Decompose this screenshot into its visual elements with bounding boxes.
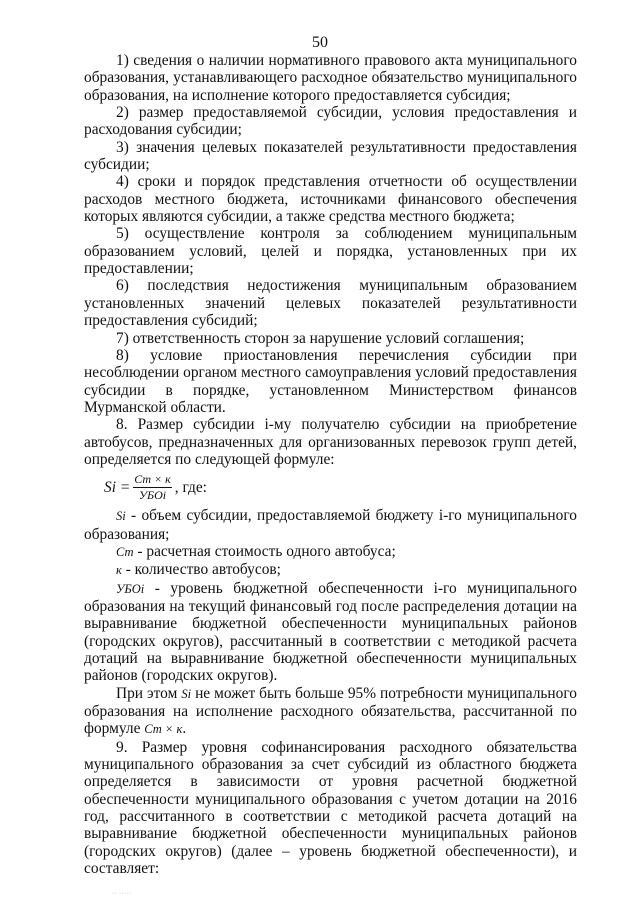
note-symbol: Si (181, 686, 192, 701)
page-number: 50 (312, 34, 328, 51)
list-item-3: 3) значения целевых показателей результативности предоставления субсидии; (84, 138, 577, 174)
list-item-5: 5) осуществление контроля за соблюдением муниципальным образованием условий, целей и порядка, установленных при их предоставлении; (84, 225, 577, 278)
definition-k (84, 561, 577, 579)
formula-numerator: Ст × к (134, 471, 171, 486)
definition-st (84, 543, 577, 561)
note-paragraph (84, 685, 577, 739)
paragraph-8: 8. Размер субсидии i-му получателю субсидии на приобретение автобусов, предназначенных для организованных перевозок групп детей, определяется по следующей формуле: (84, 416, 577, 468)
formula-suffix: , где: (174, 478, 207, 496)
definition-symbol: к (116, 563, 122, 578)
list-item-1: 1) сведения о наличии нормативного правового акта муниципального образования, устанавливающего расходное обязательство муниципального образования, на исполнение которого предоставляется субсидия; (84, 52, 577, 104)
list-item-4: 4) сроки и порядок представления отчетности об осуществлении расходов местного бюджета, источниками финансового обеспечения которых являются субсидии, а также средства местного бюджета; (84, 173, 577, 226)
definition-text: - объем субсидии, предоставляемой бюджету i-го муниципального образования; (84, 507, 577, 543)
formula-denominator: УБОi (138, 487, 167, 502)
definition-text: - расчетная стоимость одного автобуса; (133, 542, 396, 560)
definition-si (84, 507, 577, 543)
definition-symbol: Si (116, 509, 126, 524)
list-item-7: 7) ответственность сторон за нарушение условий соглашения; (116, 329, 525, 347)
definition-text: - уровень бюджетной обеспеченности i-го муниципального образования на текущий финансовый год после распределения дотации на выравнивание бюджетной обеспеченности муниципальных районов (городских округов), рассчитанный в соответствии с методикой расчета дотаций на выравнивание бюджетной обеспеченности муниципальных районов (городских округов). (84, 579, 577, 685)
paragraph-9: 9. Размер уровня софинансирования расходного обязательства муниципального образования за счет субсидий из областного бюджета определяется в зависимости от уровня расчетной бюджетной обеспеченности муниципального образования с учетом дотации на 2016 год, рассчитанного в соответствии с методикой расчета дотаций на выравнивание бюджетной обеспеченности муниципальных районов (городских округов) (далее – уровень бюджетной обеспеченности), и составляет: (84, 738, 577, 878)
definition-symbol: УБОi (116, 581, 145, 596)
document-body (84, 52, 577, 877)
formula-fraction (133, 473, 172, 502)
note-end: . (182, 720, 187, 738)
definition-ubo (84, 580, 577, 685)
formula-lhs: Si = (104, 478, 131, 496)
footer-mark: ·· ····· (112, 891, 132, 897)
definition-symbol: Ст (116, 544, 134, 559)
note-formula: Ст × к (144, 722, 183, 737)
list-item-6: 6) последствия недостижения муниципальным образованием установленных значений целевых показателей результативности предоставления субсидий; (84, 277, 577, 330)
definition-text: - количество автобусов; (121, 561, 281, 579)
subsidy-formula (104, 469, 577, 505)
list-item-2: 2) размер предоставляемой субсидии, условия предоставления и расходования субсидии; (84, 104, 577, 139)
note-prefix: При этом (116, 684, 182, 702)
list-item-8: 8) условие приостановления перечисления субсидии при несоблюдении органом местного самоуправления условий предоставления субсидии в порядке, установленном Министерством финансов Мурманской области. (84, 346, 577, 416)
note-middle: не может быть больше 95% потребности муниципального образования на исполнение расходного обязательства, рассчитанной по формуле (84, 684, 577, 738)
